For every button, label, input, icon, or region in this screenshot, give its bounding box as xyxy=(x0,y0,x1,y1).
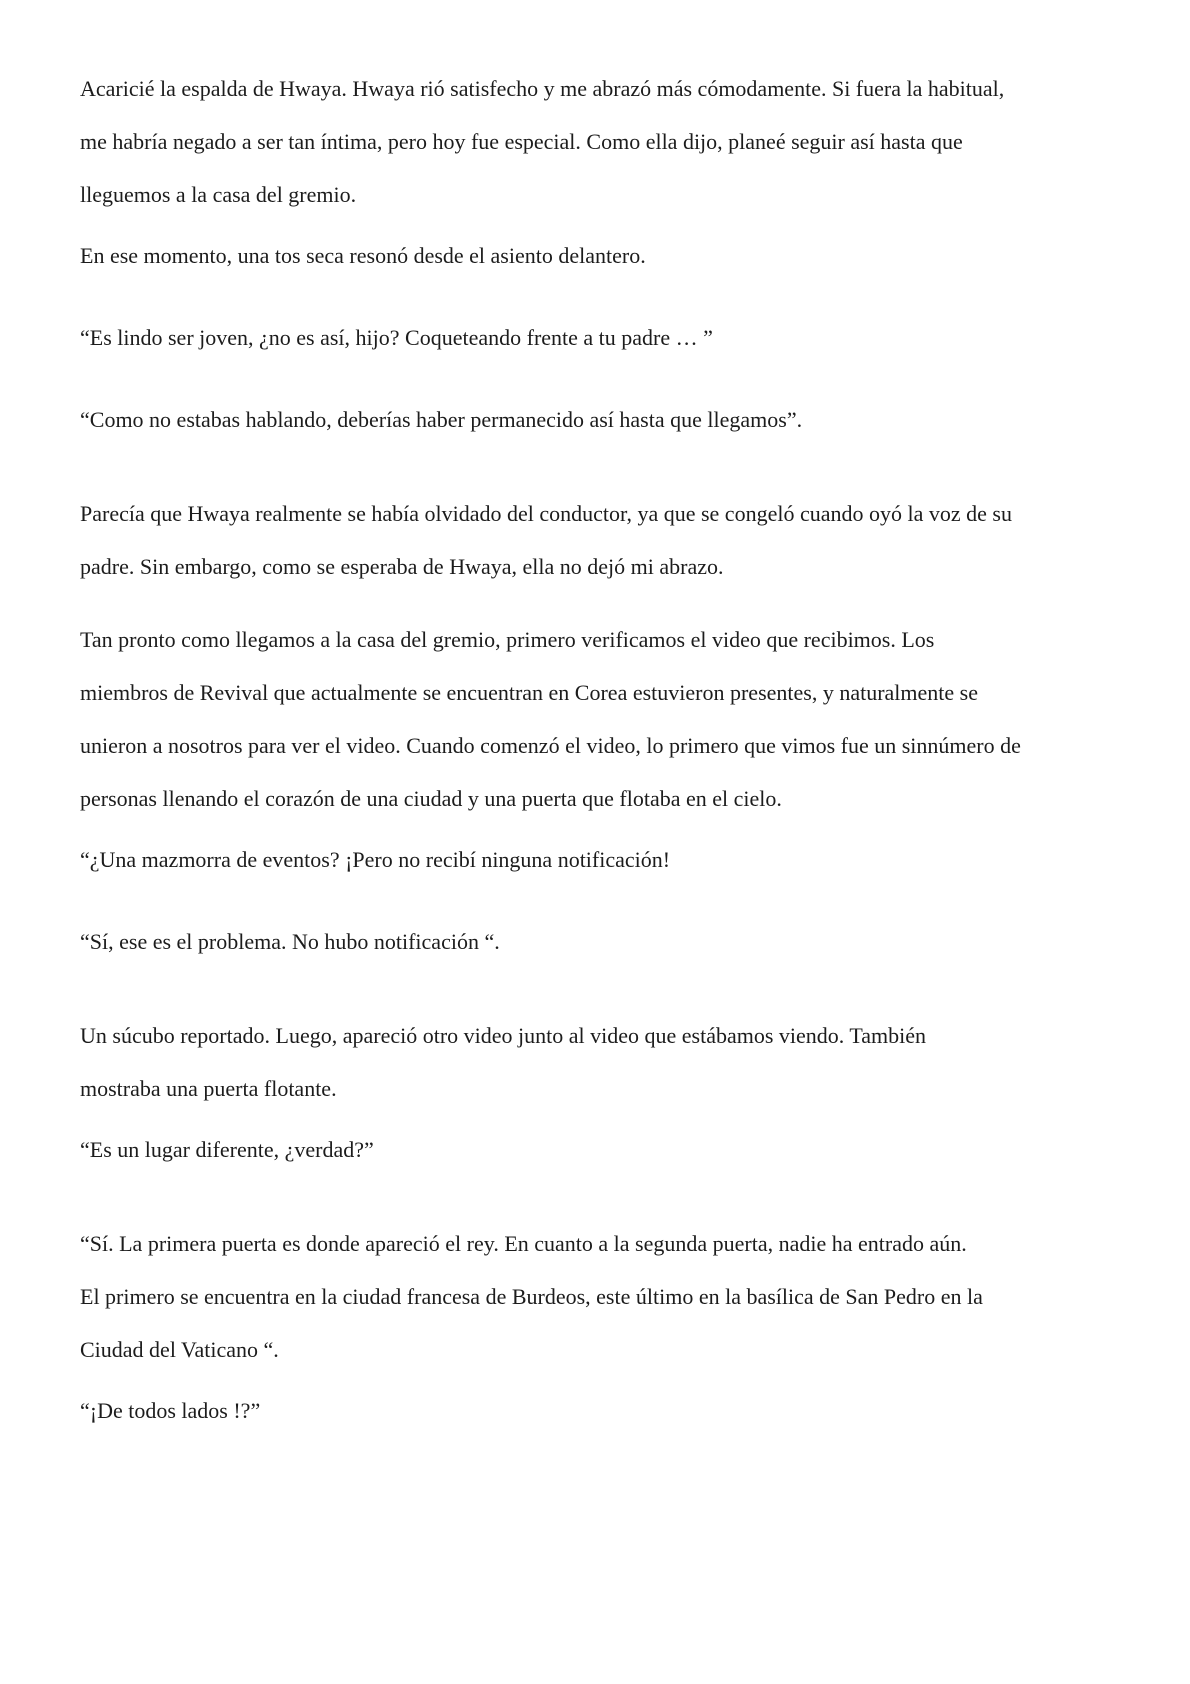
paragraph xyxy=(80,487,1120,593)
text-line: unieron a nosotros para ver el video. Cuando comenzó el video, lo primero que vimos fue un sinnúmero de xyxy=(80,733,1021,758)
paragraph xyxy=(80,1217,1120,1376)
paragraph xyxy=(80,62,1120,221)
paragraph xyxy=(80,845,1120,875)
text-line: personas llenando el corazón de una ciudad y una puerta que flotaba en el cielo. xyxy=(80,786,782,811)
text-line: “¿Una mazmorra de eventos? ¡Pero no recibí ninguna notificación! xyxy=(80,847,671,872)
text-line: “Sí, ese es el problema. No hubo notificación “. xyxy=(80,929,500,954)
text-line: “Como no estabas hablando, deberías haber permanecido así hasta que llegamos”. xyxy=(80,407,803,432)
paragraph xyxy=(80,1396,1120,1426)
text-line: mostraba una puerta flotante. xyxy=(80,1076,337,1101)
paragraph xyxy=(80,1135,1120,1165)
text-line: me habría negado a ser tan íntima, pero hoy fue especial. Como ella dijo, planeé seguir así hasta que xyxy=(80,129,963,154)
text-line: Un súcubo reportado. Luego, apareció otro video junto al video que estábamos viendo. También xyxy=(80,1023,927,1048)
text-line: En ese momento, una tos seca resonó desde el asiento delantero. xyxy=(80,243,646,268)
paragraph xyxy=(80,613,1120,825)
text-line: miembros de Revival que actualmente se encuentran en Corea estuvieron presentes, y naturalmente se xyxy=(80,680,978,705)
text-line: “Es lindo ser joven, ¿no es así, hijo? Coqueteando frente a tu padre … ” xyxy=(80,325,713,350)
paragraph xyxy=(80,323,1120,353)
paragraph xyxy=(80,241,1120,271)
text-line: “Es un lugar diferente, ¿verdad?” xyxy=(80,1137,374,1162)
text-line: “Sí. La primera puerta es donde apareció el rey. En cuanto a la segunda puerta, nadie ha entrado aún. xyxy=(80,1231,967,1256)
paragraph xyxy=(80,927,1120,957)
text-line: Acaricié la espalda de Hwaya. Hwaya rió satisfecho y me abrazó más cómodamente. Si fuera la habitual, xyxy=(80,76,1005,101)
text-line: lleguemos a la casa del gremio. xyxy=(80,182,357,207)
text-line: Tan pronto como llegamos a la casa del gremio, primero verificamos el video que recibimos. Los xyxy=(80,627,935,652)
text-column xyxy=(80,62,1120,1478)
text-line: El primero se encuentra en la ciudad francesa de Burdeos, este último en la basílica de San Pedro en la xyxy=(80,1284,983,1309)
text-line: Parecía que Hwaya realmente se había olvidado del conductor, ya que se congeló cuando oyó la voz de su xyxy=(80,501,1012,526)
paragraph xyxy=(80,405,1120,435)
text-line: padre. Sin embargo, como se esperaba de Hwaya, ella no dejó mi abrazo. xyxy=(80,554,724,579)
text-line: “¡De todos lados !?” xyxy=(80,1398,261,1423)
paragraph xyxy=(80,1009,1120,1115)
text-line: Ciudad del Vaticano “. xyxy=(80,1337,279,1362)
